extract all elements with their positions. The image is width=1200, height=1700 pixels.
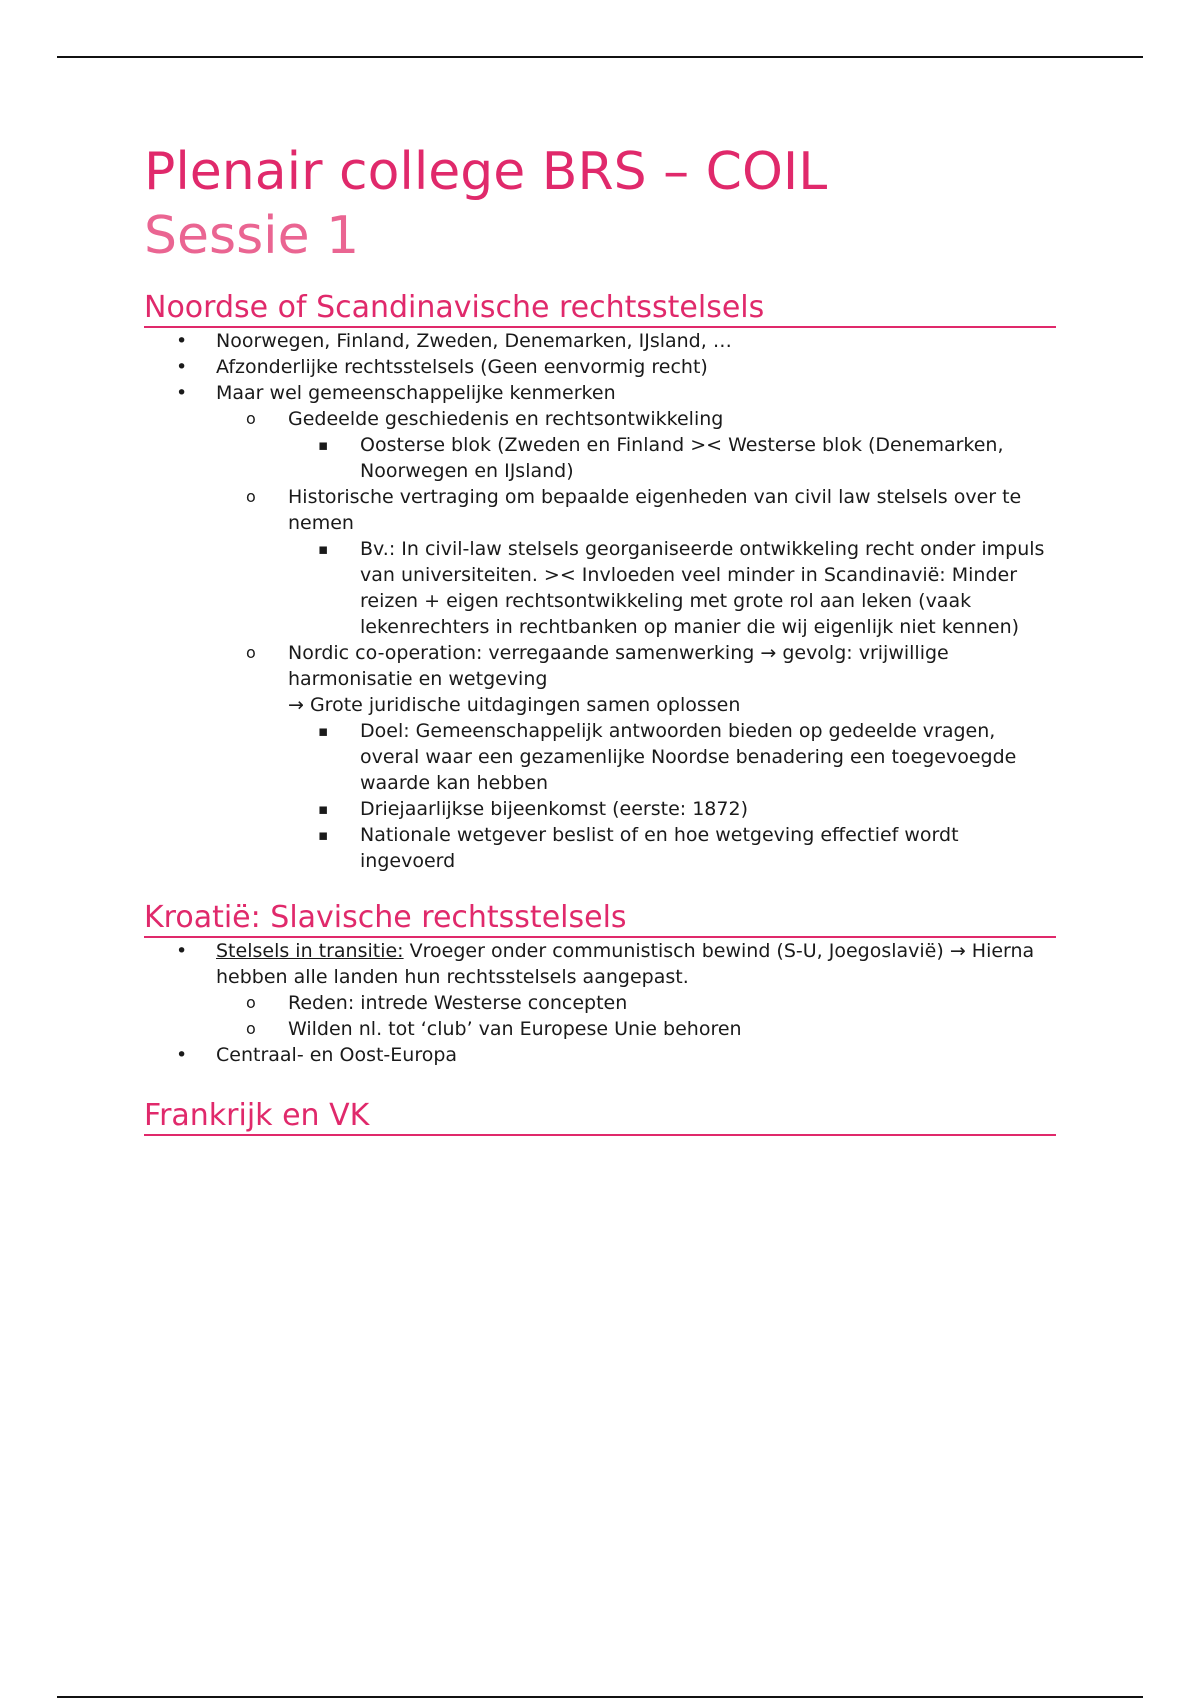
sub-list-item-text: Nordic co-operation: verregaande samenwerking → gevolg: vrijwillige harmonisatie en wetgeving — [288, 642, 949, 690]
scandinavian-list — [144, 328, 1056, 874]
page-title: Plenair college BRS – COIL — [144, 142, 828, 202]
document-body — [144, 140, 1056, 1136]
section-heading-france-uk: Frankrijk en VK — [144, 1098, 1056, 1136]
sub-list-item: o Reden: intrede Westerse concepten — [216, 990, 1056, 1016]
sub-list — [216, 406, 1056, 874]
sub-list-item-extra: → Grote juridische uitdagingen samen oplossen — [288, 694, 741, 716]
list-item-label: Stelsels in transitie: — [216, 940, 404, 962]
sub-sub-list-item: ▪ Nationale wetgever beslist of en hoe wetgeving effectief wordt ingevoerd — [288, 822, 1056, 874]
croatia-list — [144, 938, 1056, 1068]
list-item-text: Vroeger onder communistisch bewind (S-U, Joegoslavië) → Hierna hebben alle landen hun rechtsstelsels aangepast. — [216, 940, 1035, 988]
list-item: • Afzonderlijke rechtsstelsels (Geen eenvormig recht) — [144, 354, 1056, 380]
sub-list-item-text: Historische vertraging om bepaalde eigenheden van civil law stelsels over te nemen — [288, 486, 1022, 534]
bottom-rule — [57, 1696, 1143, 1698]
sub-list-item: o Wilden nl. tot ‘club’ van Europese Unie behoren — [216, 1016, 1056, 1042]
sub-sub-list-item: ▪ Bv.: In civil-law stelsels georganiseerde ontwikkeling recht onder impuls van universiteiten. >< Invloeden veel minder in Scandinavië: Minder reizen + eigen rechtsontwikkeling met grote rol aan leken (vaak lekenrechters in rechtbanken op manier die wij eigenlijk niet kennen) — [288, 536, 1056, 640]
sub-list-item — [216, 406, 1056, 484]
list-item: • Centraal- en Oost-Europa — [144, 1042, 1056, 1068]
section-heading-scandinavian: Noordse of Scandinavische rechtsstelsels — [144, 290, 1056, 328]
list-item: • Noorwegen, Finland, Zweden, Denemarken, IJsland, … — [144, 328, 1056, 354]
list-item-text: Maar wel gemeenschappelijke kenmerken — [216, 382, 616, 404]
sub-list-item-text: Gedeelde geschiedenis en rechtsontwikkeling — [288, 408, 724, 430]
sub-sub-list-item: ▪ Doel: Gemeenschappelijk antwoorden bieden op gedeelde vragen, overal waar een gezamenlijke Noordse benadering een toegevoegde waarde kan hebben — [288, 718, 1056, 796]
sub-list-item — [216, 484, 1056, 640]
sub-sub-list-item: ▪ Oosterse blok (Zweden en Finland >< Westerse blok (Denemarken, Noorwegen en IJsland) — [288, 432, 1056, 484]
sub-list — [216, 990, 1056, 1042]
section-heading-croatia: Kroatië: Slavische rechtsstelsels — [144, 900, 1056, 938]
sub-sub-list-item: ▪ Driejaarlijkse bijeenkomst (eerste: 1872) — [288, 796, 1056, 822]
page-subtitle: Sessie 1 — [144, 206, 360, 266]
list-item — [144, 380, 1056, 874]
list-item — [144, 938, 1056, 1042]
sub-list-item — [216, 640, 1056, 874]
sub-sub-list — [288, 536, 1056, 640]
sub-sub-list — [288, 432, 1056, 484]
sub-sub-list — [288, 718, 1056, 874]
top-rule — [57, 56, 1143, 58]
